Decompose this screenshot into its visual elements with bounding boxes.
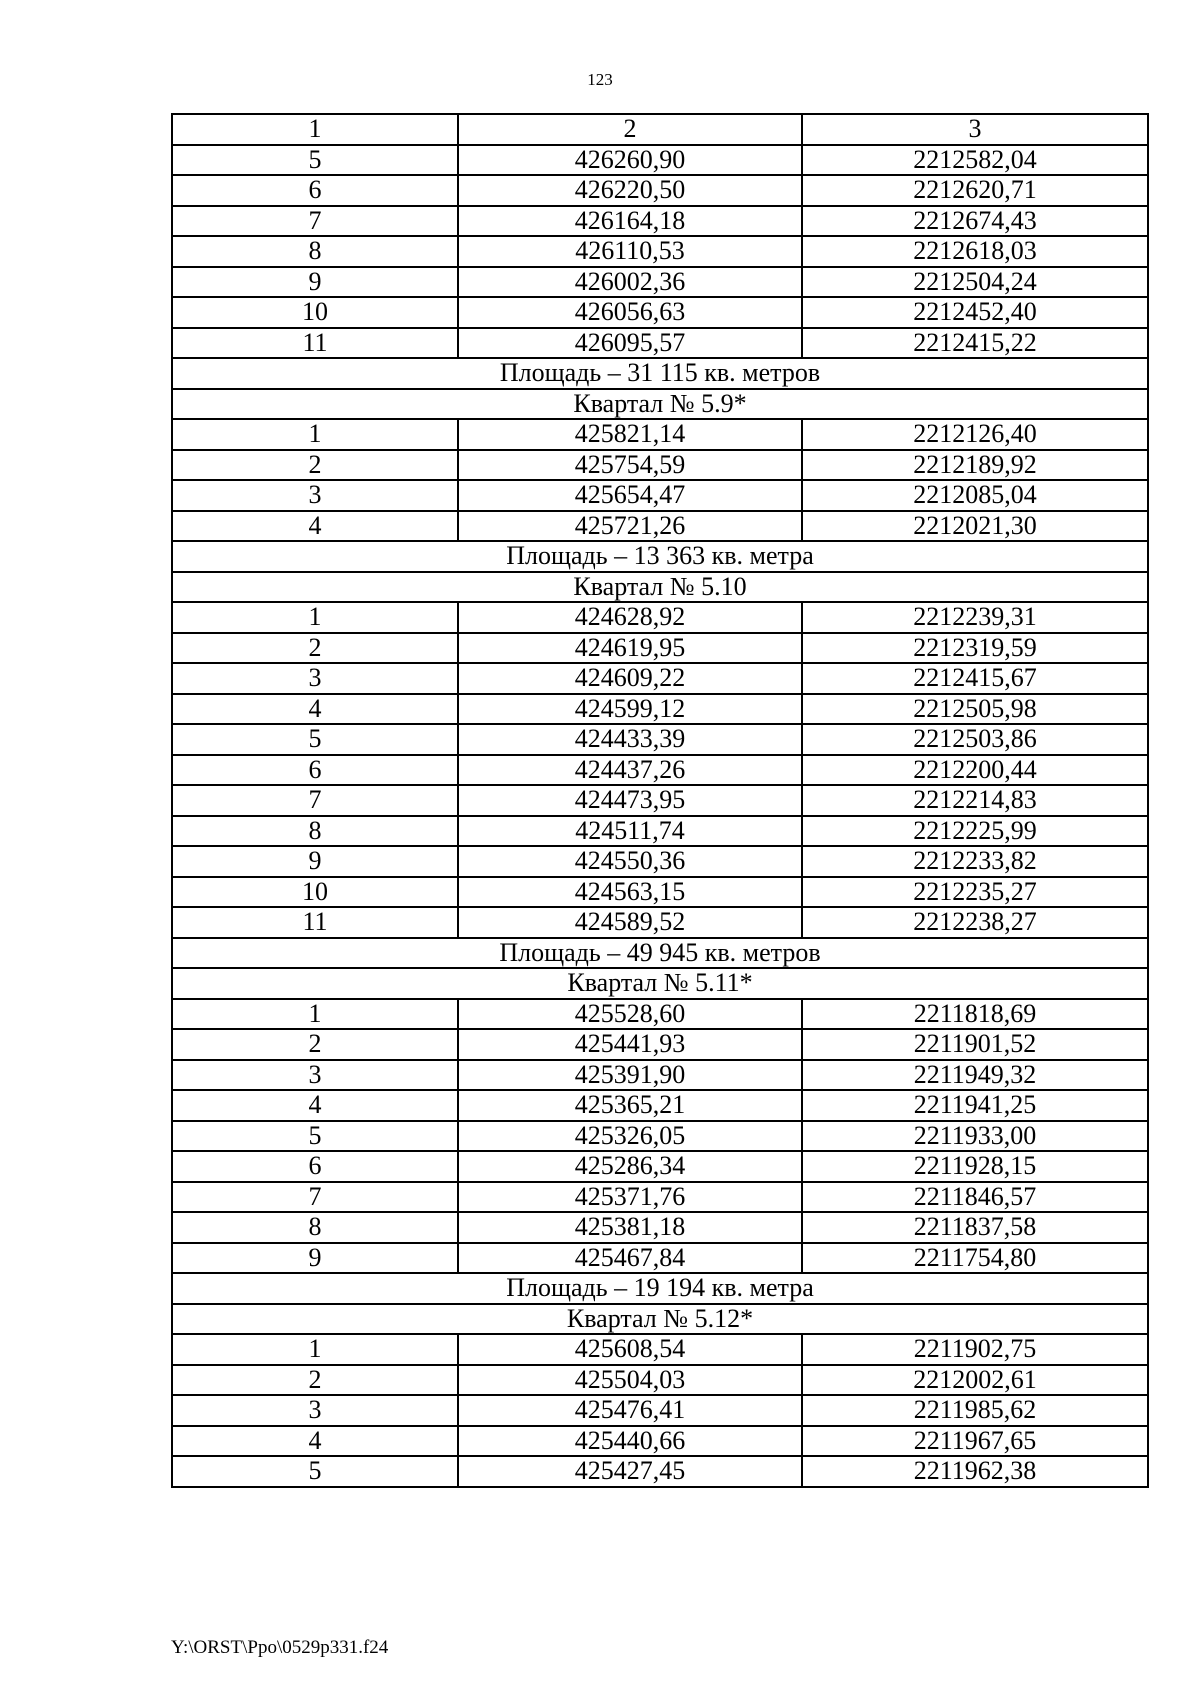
table-row (172, 328, 1148, 359)
y-coordinate-cell: 2211985,62 (802, 1395, 1148, 1426)
page-number: 123 (587, 70, 613, 89)
table-row (172, 1151, 1148, 1182)
area-row (172, 358, 1148, 389)
y-coordinate-cell: 2212238,27 (802, 907, 1148, 938)
y-coordinate-cell: 2212505,98 (802, 694, 1148, 725)
table-row (172, 816, 1148, 847)
x-coordinate-cell: 426164,18 (458, 206, 802, 237)
y-coordinate-cell: 2212415,67 (802, 663, 1148, 694)
y-coordinate-cell: 2211967,65 (802, 1426, 1148, 1457)
x-coordinate-cell: 424599,12 (458, 694, 802, 725)
x-coordinate-cell: 424473,95 (458, 785, 802, 816)
point-number-cell: 6 (172, 755, 458, 786)
table-row (172, 236, 1148, 267)
y-coordinate-cell: 2212582,04 (802, 145, 1148, 176)
x-coordinate-cell: 425504,03 (458, 1365, 802, 1396)
point-number-cell: 2 (172, 1029, 458, 1060)
point-number-cell: 5 (172, 724, 458, 755)
y-coordinate-cell: 2212504,24 (802, 267, 1148, 298)
point-number-cell: 1 (172, 1334, 458, 1365)
point-number-cell: 9 (172, 267, 458, 298)
point-number-cell: 5 (172, 1121, 458, 1152)
table-row (172, 1334, 1148, 1365)
point-number-cell: 8 (172, 236, 458, 267)
table-row (172, 297, 1148, 328)
x-coordinate-cell: 425371,76 (458, 1182, 802, 1213)
y-coordinate-cell: 2212503,86 (802, 724, 1148, 755)
y-coordinate-cell: 2212225,99 (802, 816, 1148, 847)
point-number-cell: 5 (172, 1456, 458, 1487)
x-coordinate-cell: 424433,39 (458, 724, 802, 755)
header-row (172, 114, 1148, 145)
block-title-cell: Квартал № 5.11* (172, 968, 1148, 999)
y-coordinate-cell: 2212415,22 (802, 328, 1148, 359)
y-coordinate-cell: 2212233,82 (802, 846, 1148, 877)
table-row (172, 145, 1148, 176)
area-cell: Площадь – 31 115 кв. метров (172, 358, 1148, 389)
table-row (172, 663, 1148, 694)
y-coordinate-cell: 2212452,40 (802, 297, 1148, 328)
table-row (172, 1029, 1148, 1060)
table-row (172, 1426, 1148, 1457)
x-coordinate-cell: 425528,60 (458, 999, 802, 1030)
x-coordinate-cell: 425391,90 (458, 1060, 802, 1091)
point-number-cell: 3 (172, 663, 458, 694)
y-coordinate-cell: 2211962,38 (802, 1456, 1148, 1487)
y-coordinate-cell: 2211902,75 (802, 1334, 1148, 1365)
table-row (172, 1090, 1148, 1121)
y-coordinate-cell: 2211928,15 (802, 1151, 1148, 1182)
point-number-cell: 1 (172, 419, 458, 450)
point-number-cell: 4 (172, 694, 458, 725)
y-coordinate-cell: 2212674,43 (802, 206, 1148, 237)
y-coordinate-cell: 2212085,04 (802, 480, 1148, 511)
y-coordinate-cell: 2211941,25 (802, 1090, 1148, 1121)
table-row (172, 267, 1148, 298)
header-cell-point: 1 (172, 114, 458, 145)
point-number-cell: 8 (172, 1212, 458, 1243)
footer-file-path: Y:\ORST\Ppo\0529p331.f24 (171, 1637, 389, 1658)
y-coordinate-cell: 2212620,71 (802, 175, 1148, 206)
x-coordinate-cell: 426056,63 (458, 297, 802, 328)
point-number-cell: 11 (172, 328, 458, 359)
x-coordinate-cell: 425754,59 (458, 450, 802, 481)
table-row (172, 999, 1148, 1030)
area-row (172, 541, 1148, 572)
point-number-cell: 3 (172, 1060, 458, 1091)
point-number-cell: 9 (172, 1243, 458, 1274)
x-coordinate-cell: 424619,95 (458, 633, 802, 664)
y-coordinate-cell: 2211837,58 (802, 1212, 1148, 1243)
point-number-cell: 7 (172, 1182, 458, 1213)
table-row (172, 419, 1148, 450)
table-row (172, 755, 1148, 786)
point-number-cell: 4 (172, 511, 458, 542)
x-coordinate-cell: 426002,36 (458, 267, 802, 298)
x-coordinate-cell: 425381,18 (458, 1212, 802, 1243)
y-coordinate-cell: 2212189,92 (802, 450, 1148, 481)
table-row (172, 724, 1148, 755)
table-row (172, 694, 1148, 725)
table-row (172, 633, 1148, 664)
x-coordinate-cell: 425654,47 (458, 480, 802, 511)
x-coordinate-cell: 424511,74 (458, 816, 802, 847)
point-number-cell: 9 (172, 846, 458, 877)
point-number-cell: 2 (172, 633, 458, 664)
table-row (172, 785, 1148, 816)
table-row (172, 1212, 1148, 1243)
x-coordinate-cell: 426220,50 (458, 175, 802, 206)
table-body (172, 114, 1148, 1487)
table-row (172, 480, 1148, 511)
x-coordinate-cell: 426095,57 (458, 328, 802, 359)
area-cell: Площадь – 49 945 кв. метров (172, 938, 1148, 969)
header-cell-y: 3 (802, 114, 1148, 145)
point-number-cell: 2 (172, 1365, 458, 1396)
point-number-cell: 6 (172, 1151, 458, 1182)
x-coordinate-cell: 425286,34 (458, 1151, 802, 1182)
area-cell: Площадь – 19 194 кв. метра (172, 1273, 1148, 1304)
coordinates-table (171, 113, 1149, 1488)
y-coordinate-cell: 2211754,80 (802, 1243, 1148, 1274)
x-coordinate-cell: 424609,22 (458, 663, 802, 694)
point-number-cell: 11 (172, 907, 458, 938)
table-row (172, 1456, 1148, 1487)
y-coordinate-cell: 2212214,83 (802, 785, 1148, 816)
x-coordinate-cell: 424550,36 (458, 846, 802, 877)
block-title-cell: Квартал № 5.9* (172, 389, 1148, 420)
table-row (172, 1243, 1148, 1274)
x-coordinate-cell: 424563,15 (458, 877, 802, 908)
block-header-row (172, 389, 1148, 420)
table-row (172, 907, 1148, 938)
point-number-cell: 1 (172, 999, 458, 1030)
block-header-row (172, 968, 1148, 999)
y-coordinate-cell: 2211818,69 (802, 999, 1148, 1030)
y-coordinate-cell: 2212618,03 (802, 236, 1148, 267)
point-number-cell: 10 (172, 877, 458, 908)
y-coordinate-cell: 2212200,44 (802, 755, 1148, 786)
x-coordinate-cell: 425476,41 (458, 1395, 802, 1426)
x-coordinate-cell: 426110,53 (458, 236, 802, 267)
x-coordinate-cell: 425427,45 (458, 1456, 802, 1487)
y-coordinate-cell: 2212002,61 (802, 1365, 1148, 1396)
y-coordinate-cell: 2212021,30 (802, 511, 1148, 542)
y-coordinate-cell: 2211933,00 (802, 1121, 1148, 1152)
x-coordinate-cell: 424589,52 (458, 907, 802, 938)
point-number-cell: 5 (172, 145, 458, 176)
point-number-cell: 4 (172, 1090, 458, 1121)
table-row (172, 846, 1148, 877)
x-coordinate-cell: 425326,05 (458, 1121, 802, 1152)
y-coordinate-cell: 2211901,52 (802, 1029, 1148, 1060)
x-coordinate-cell: 425441,93 (458, 1029, 802, 1060)
header-cell-x: 2 (458, 114, 802, 145)
point-number-cell: 3 (172, 1395, 458, 1426)
block-header-row (172, 1304, 1148, 1335)
point-number-cell: 6 (172, 175, 458, 206)
y-coordinate-cell: 2211949,32 (802, 1060, 1148, 1091)
table-row (172, 1395, 1148, 1426)
y-coordinate-cell: 2212319,59 (802, 633, 1148, 664)
x-coordinate-cell: 425608,54 (458, 1334, 802, 1365)
table-row (172, 450, 1148, 481)
area-cell: Площадь – 13 363 кв. метра (172, 541, 1148, 572)
point-number-cell: 10 (172, 297, 458, 328)
x-coordinate-cell: 425440,66 (458, 1426, 802, 1457)
area-row (172, 938, 1148, 969)
block-title-cell: Квартал № 5.10 (172, 572, 1148, 603)
point-number-cell: 3 (172, 480, 458, 511)
x-coordinate-cell: 425821,14 (458, 419, 802, 450)
table-row (172, 511, 1148, 542)
table-row (172, 1121, 1148, 1152)
block-title-cell: Квартал № 5.12* (172, 1304, 1148, 1335)
x-coordinate-cell: 425365,21 (458, 1090, 802, 1121)
point-number-cell: 1 (172, 602, 458, 633)
y-coordinate-cell: 2212239,31 (802, 602, 1148, 633)
point-number-cell: 4 (172, 1426, 458, 1457)
table-row (172, 206, 1148, 237)
x-coordinate-cell: 425721,26 (458, 511, 802, 542)
x-coordinate-cell: 424437,26 (458, 755, 802, 786)
point-number-cell: 8 (172, 816, 458, 847)
table-row (172, 175, 1148, 206)
point-number-cell: 7 (172, 785, 458, 816)
x-coordinate-cell: 425467,84 (458, 1243, 802, 1274)
table-row (172, 1365, 1148, 1396)
area-row (172, 1273, 1148, 1304)
table-row (172, 877, 1148, 908)
table-row (172, 1060, 1148, 1091)
x-coordinate-cell: 426260,90 (458, 145, 802, 176)
y-coordinate-cell: 2212235,27 (802, 877, 1148, 908)
point-number-cell: 2 (172, 450, 458, 481)
table-row (172, 602, 1148, 633)
table-row (172, 1182, 1148, 1213)
block-header-row (172, 572, 1148, 603)
x-coordinate-cell: 424628,92 (458, 602, 802, 633)
y-coordinate-cell: 2211846,57 (802, 1182, 1148, 1213)
point-number-cell: 7 (172, 206, 458, 237)
y-coordinate-cell: 2212126,40 (802, 419, 1148, 450)
